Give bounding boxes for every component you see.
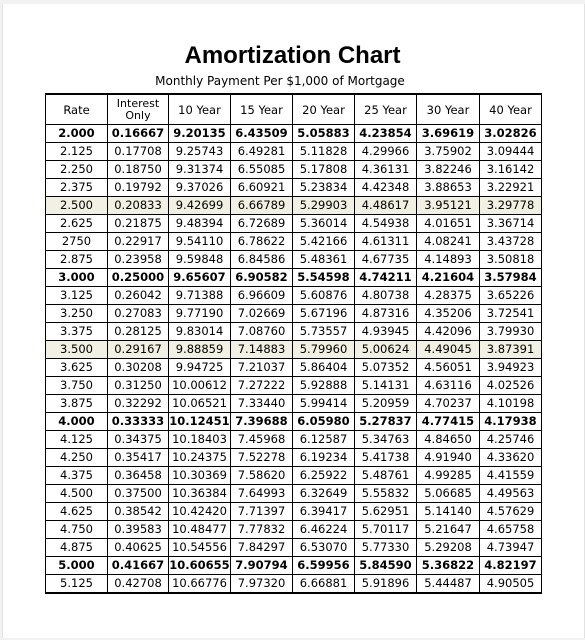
cell-15-year: 7.02669 <box>231 305 293 323</box>
cell-25-year: 4.61311 <box>355 233 417 251</box>
cell-rate: 3.125 <box>46 287 108 305</box>
cell-20-year: 6.19234 <box>293 449 355 467</box>
cell-40-year: 3.43728 <box>480 233 542 251</box>
cell-30-year: 4.08241 <box>417 233 480 251</box>
cell-interest-only: 0.18750 <box>108 161 169 179</box>
table-row <box>46 161 542 179</box>
table-row <box>46 179 542 197</box>
cell-25-year: 5.77330 <box>355 539 417 557</box>
cell-25-year: 5.70117 <box>355 521 417 539</box>
cell-interest-only: 0.32292 <box>108 395 169 413</box>
cell-rate: 2750 <box>46 233 108 251</box>
cell-40-year: 3.87391 <box>480 341 542 359</box>
cell-40-year: 3.36714 <box>480 215 542 233</box>
cell-25-year: 5.07352 <box>355 359 417 377</box>
column-header-20-year: 20 Year <box>293 94 355 125</box>
cell-interest-only: 0.38542 <box>108 503 169 521</box>
cell-25-year: 5.55832 <box>355 485 417 503</box>
cell-10-year: 10.42420 <box>169 503 231 521</box>
cell-40-year: 4.02526 <box>480 377 542 395</box>
cell-20-year: 5.67196 <box>293 305 355 323</box>
column-header-15-year: 15 Year <box>231 94 293 125</box>
cell-rate: 3.000 <box>46 269 108 287</box>
cell-15-year: 7.90794 <box>231 557 293 575</box>
table-row <box>46 305 542 323</box>
cell-30-year: 3.88653 <box>417 179 480 197</box>
cell-25-year: 4.42348 <box>355 179 417 197</box>
cell-interest-only: 0.22917 <box>108 233 169 251</box>
cell-15-year: 7.33440 <box>231 395 293 413</box>
cell-20-year: 5.60876 <box>293 287 355 305</box>
table-row <box>46 125 542 143</box>
cell-30-year: 4.63116 <box>417 377 480 395</box>
cell-25-year: 5.27837 <box>355 413 417 431</box>
cell-10-year: 10.66776 <box>169 575 231 594</box>
cell-30-year: 4.42096 <box>417 323 480 341</box>
cell-30-year: 4.56051 <box>417 359 480 377</box>
table-row <box>46 323 542 341</box>
cell-rate: 3.750 <box>46 377 108 395</box>
cell-rate: 2.500 <box>46 197 108 215</box>
cell-20-year: 5.36014 <box>293 215 355 233</box>
cell-40-year: 4.73947 <box>480 539 542 557</box>
cell-interest-only: 0.17708 <box>108 143 169 161</box>
cell-30-year: 4.14893 <box>417 251 480 269</box>
table-header-row <box>46 94 542 125</box>
cell-30-year: 4.49045 <box>417 341 480 359</box>
cell-40-year: 3.09444 <box>480 143 542 161</box>
table-row <box>46 251 542 269</box>
cell-rate: 2.875 <box>46 251 108 269</box>
table-row <box>46 215 542 233</box>
cell-rate: 5.000 <box>46 557 108 575</box>
cell-40-year: 4.49563 <box>480 485 542 503</box>
cell-15-year: 7.27222 <box>231 377 293 395</box>
cell-20-year: 6.59956 <box>293 557 355 575</box>
cell-30-year: 4.91940 <box>417 449 480 467</box>
cell-40-year: 3.16142 <box>480 161 542 179</box>
column-header-25-year: 25 Year <box>355 94 417 125</box>
cell-15-year: 7.58620 <box>231 467 293 485</box>
table-row <box>46 575 542 594</box>
cell-rate: 3.625 <box>46 359 108 377</box>
cell-40-year: 3.02826 <box>480 125 542 143</box>
cell-15-year: 6.96609 <box>231 287 293 305</box>
cell-15-year: 7.97320 <box>231 575 293 594</box>
cell-20-year: 6.66881 <box>293 575 355 594</box>
cell-30-year: 3.75902 <box>417 143 480 161</box>
cell-20-year: 6.46224 <box>293 521 355 539</box>
amortization-table <box>45 93 542 594</box>
table-row <box>46 377 542 395</box>
cell-30-year: 4.21604 <box>417 269 480 287</box>
cell-interest-only: 0.35417 <box>108 449 169 467</box>
cell-10-year: 9.71388 <box>169 287 231 305</box>
cell-15-year: 7.14883 <box>231 341 293 359</box>
cell-interest-only: 0.19792 <box>108 179 169 197</box>
table-body <box>46 125 542 594</box>
cell-40-year: 3.65226 <box>480 287 542 305</box>
cell-15-year: 6.84586 <box>231 251 293 269</box>
column-header-10-year: 10 Year <box>169 94 231 125</box>
cell-interest-only: 0.34375 <box>108 431 169 449</box>
cell-20-year: 5.86404 <box>293 359 355 377</box>
cell-rate: 4.125 <box>46 431 108 449</box>
cell-40-year: 4.10198 <box>480 395 542 413</box>
cell-25-year: 5.91896 <box>355 575 417 594</box>
table-row <box>46 395 542 413</box>
cell-20-year: 5.05883 <box>293 125 355 143</box>
cell-interest-only: 0.21875 <box>108 215 169 233</box>
cell-20-year: 6.25922 <box>293 467 355 485</box>
cell-10-year: 10.30369 <box>169 467 231 485</box>
cell-25-year: 5.34763 <box>355 431 417 449</box>
cell-10-year: 10.60655 <box>169 557 231 575</box>
cell-10-year: 9.48394 <box>169 215 231 233</box>
cell-20-year: 6.12587 <box>293 431 355 449</box>
cell-rate: 4.875 <box>46 539 108 557</box>
table-row <box>46 287 542 305</box>
cell-25-year: 5.62951 <box>355 503 417 521</box>
column-header-rate: Rate <box>46 94 108 125</box>
cell-20-year: 5.17808 <box>293 161 355 179</box>
cell-40-year: 3.72541 <box>480 305 542 323</box>
cell-30-year: 4.35206 <box>417 305 480 323</box>
cell-20-year: 5.73557 <box>293 323 355 341</box>
cell-25-year: 4.93945 <box>355 323 417 341</box>
cell-25-year: 5.20959 <box>355 395 417 413</box>
cell-20-year: 5.29903 <box>293 197 355 215</box>
cell-30-year: 5.44487 <box>417 575 480 594</box>
cell-25-year: 4.74211 <box>355 269 417 287</box>
table-row <box>46 539 542 557</box>
cell-20-year: 5.92888 <box>293 377 355 395</box>
cell-interest-only: 0.29167 <box>108 341 169 359</box>
cell-interest-only: 0.23958 <box>108 251 169 269</box>
table-row <box>46 449 542 467</box>
cell-15-year: 6.55085 <box>231 161 293 179</box>
cell-25-year: 4.23854 <box>355 125 417 143</box>
cell-10-year: 9.25743 <box>169 143 231 161</box>
cell-rate: 3.500 <box>46 341 108 359</box>
cell-10-year: 9.83014 <box>169 323 231 341</box>
cell-interest-only: 0.20833 <box>108 197 169 215</box>
cell-25-year: 4.80738 <box>355 287 417 305</box>
table-row <box>46 521 542 539</box>
cell-30-year: 3.69619 <box>417 125 480 143</box>
table-row <box>46 467 542 485</box>
cell-10-year: 10.00612 <box>169 377 231 395</box>
cell-25-year: 4.29966 <box>355 143 417 161</box>
cell-30-year: 5.06685 <box>417 485 480 503</box>
cell-10-year: 9.59848 <box>169 251 231 269</box>
cell-30-year: 5.14140 <box>417 503 480 521</box>
cell-15-year: 6.49281 <box>231 143 293 161</box>
cell-rate: 2.125 <box>46 143 108 161</box>
cell-25-year: 5.00624 <box>355 341 417 359</box>
cell-15-year: 7.64993 <box>231 485 293 503</box>
cell-rate: 3.875 <box>46 395 108 413</box>
column-header-40-year: 40 Year <box>480 94 542 125</box>
cell-40-year: 3.94923 <box>480 359 542 377</box>
cell-20-year: 5.99414 <box>293 395 355 413</box>
cell-interest-only: 0.30208 <box>108 359 169 377</box>
cell-10-year: 10.54556 <box>169 539 231 557</box>
cell-10-year: 10.24375 <box>169 449 231 467</box>
cell-15-year: 7.52278 <box>231 449 293 467</box>
cell-rate: 2.000 <box>46 125 108 143</box>
cell-15-year: 6.43509 <box>231 125 293 143</box>
cell-30-year: 4.70237 <box>417 395 480 413</box>
table-row <box>46 143 542 161</box>
cell-30-year: 4.28375 <box>417 287 480 305</box>
cell-40-year: 3.29778 <box>480 197 542 215</box>
cell-20-year: 6.32649 <box>293 485 355 503</box>
cell-15-year: 7.39688 <box>231 413 293 431</box>
cell-10-year: 9.54110 <box>169 233 231 251</box>
table-row <box>46 341 542 359</box>
cell-interest-only: 0.25000 <box>108 269 169 287</box>
cell-15-year: 6.90582 <box>231 269 293 287</box>
table-row <box>46 233 542 251</box>
cell-30-year: 5.36822 <box>417 557 480 575</box>
cell-20-year: 5.79960 <box>293 341 355 359</box>
table-row <box>46 269 542 287</box>
cell-rate: 4.375 <box>46 467 108 485</box>
cell-interest-only: 0.31250 <box>108 377 169 395</box>
cell-10-year: 9.65607 <box>169 269 231 287</box>
cell-15-year: 6.72689 <box>231 215 293 233</box>
cell-40-year: 4.90505 <box>480 575 542 594</box>
cell-10-year: 9.31374 <box>169 161 231 179</box>
cell-25-year: 5.14131 <box>355 377 417 395</box>
column-header-interest-only-text: Interest Only <box>116 96 160 122</box>
cell-rate: 2.250 <box>46 161 108 179</box>
cell-30-year: 4.01651 <box>417 215 480 233</box>
table-row <box>46 359 542 377</box>
cell-10-year: 10.48477 <box>169 521 231 539</box>
cell-10-year: 9.94725 <box>169 359 231 377</box>
table-row <box>46 503 542 521</box>
cell-40-year: 3.22921 <box>480 179 542 197</box>
page-title: Amortization Chart <box>184 42 401 69</box>
cell-10-year: 10.12451 <box>169 413 231 431</box>
cell-15-year: 7.08760 <box>231 323 293 341</box>
cell-rate: 4.500 <box>46 485 108 503</box>
cell-20-year: 6.05980 <box>293 413 355 431</box>
cell-interest-only: 0.36458 <box>108 467 169 485</box>
cell-25-year: 4.67735 <box>355 251 417 269</box>
cell-15-year: 7.84297 <box>231 539 293 557</box>
cell-15-year: 7.45968 <box>231 431 293 449</box>
cell-25-year: 5.48761 <box>355 467 417 485</box>
cell-10-year: 9.37026 <box>169 179 231 197</box>
table-row <box>46 557 542 575</box>
cell-40-year: 4.65758 <box>480 521 542 539</box>
cell-10-year: 10.18403 <box>169 431 231 449</box>
cell-25-year: 5.84590 <box>355 557 417 575</box>
cell-40-year: 4.57629 <box>480 503 542 521</box>
cell-interest-only: 0.28125 <box>108 323 169 341</box>
cell-15-year: 6.60921 <box>231 179 293 197</box>
cell-20-year: 5.23834 <box>293 179 355 197</box>
cell-25-year: 4.87316 <box>355 305 417 323</box>
cell-interest-only: 0.42708 <box>108 575 169 594</box>
cell-15-year: 6.66789 <box>231 197 293 215</box>
cell-30-year: 3.82246 <box>417 161 480 179</box>
cell-20-year: 5.11828 <box>293 143 355 161</box>
cell-rate: 2.625 <box>46 215 108 233</box>
cell-10-year: 9.42699 <box>169 197 231 215</box>
cell-30-year: 5.21647 <box>417 521 480 539</box>
cell-rate: 4.750 <box>46 521 108 539</box>
cell-rate: 4.250 <box>46 449 108 467</box>
table-row <box>46 197 542 215</box>
cell-15-year: 6.78622 <box>231 233 293 251</box>
cell-40-year: 3.79930 <box>480 323 542 341</box>
cell-10-year: 9.77190 <box>169 305 231 323</box>
cell-interest-only: 0.27083 <box>108 305 169 323</box>
cell-40-year: 3.57984 <box>480 269 542 287</box>
cell-interest-only: 0.33333 <box>108 413 169 431</box>
cell-interest-only: 0.40625 <box>108 539 169 557</box>
cell-30-year: 4.84650 <box>417 431 480 449</box>
cell-30-year: 5.29208 <box>417 539 480 557</box>
cell-40-year: 4.33620 <box>480 449 542 467</box>
cell-10-year: 9.88859 <box>169 341 231 359</box>
cell-rate: 4.625 <box>46 503 108 521</box>
table-row <box>46 413 542 431</box>
cell-40-year: 4.25746 <box>480 431 542 449</box>
cell-40-year: 4.17938 <box>480 413 542 431</box>
cell-rate: 2.375 <box>46 179 108 197</box>
cell-20-year: 6.39417 <box>293 503 355 521</box>
cell-15-year: 7.71397 <box>231 503 293 521</box>
cell-30-year: 3.95121 <box>417 197 480 215</box>
cell-10-year: 10.06521 <box>169 395 231 413</box>
cell-interest-only: 0.41667 <box>108 557 169 575</box>
cell-25-year: 5.41738 <box>355 449 417 467</box>
page-subtitle: Monthly Payment Per $1,000 of Mortgage <box>155 74 405 88</box>
cell-rate: 3.250 <box>46 305 108 323</box>
cell-25-year: 4.36131 <box>355 161 417 179</box>
cell-25-year: 4.48617 <box>355 197 417 215</box>
cell-interest-only: 0.16667 <box>108 125 169 143</box>
cell-rate: 3.375 <box>46 323 108 341</box>
cell-40-year: 4.82197 <box>480 557 542 575</box>
cell-40-year: 4.41559 <box>480 467 542 485</box>
cell-40-year: 3.50818 <box>480 251 542 269</box>
cell-10-year: 10.36384 <box>169 485 231 503</box>
table-row <box>46 485 542 503</box>
cell-15-year: 7.21037 <box>231 359 293 377</box>
cell-interest-only: 0.39583 <box>108 521 169 539</box>
cell-interest-only: 0.37500 <box>108 485 169 503</box>
column-header-interest-only <box>108 94 169 125</box>
table-row <box>46 431 542 449</box>
cell-rate: 4.000 <box>46 413 108 431</box>
cell-25-year: 4.54938 <box>355 215 417 233</box>
cell-20-year: 5.54598 <box>293 269 355 287</box>
cell-15-year: 7.77832 <box>231 521 293 539</box>
cell-20-year: 5.42166 <box>293 233 355 251</box>
cell-30-year: 4.77415 <box>417 413 480 431</box>
cell-rate: 5.125 <box>46 575 108 594</box>
column-header-30-year: 30 Year <box>417 94 480 125</box>
cell-30-year: 4.99285 <box>417 467 480 485</box>
cell-interest-only: 0.26042 <box>108 287 169 305</box>
cell-20-year: 6.53070 <box>293 539 355 557</box>
cell-10-year: 9.20135 <box>169 125 231 143</box>
cell-20-year: 5.48361 <box>293 251 355 269</box>
